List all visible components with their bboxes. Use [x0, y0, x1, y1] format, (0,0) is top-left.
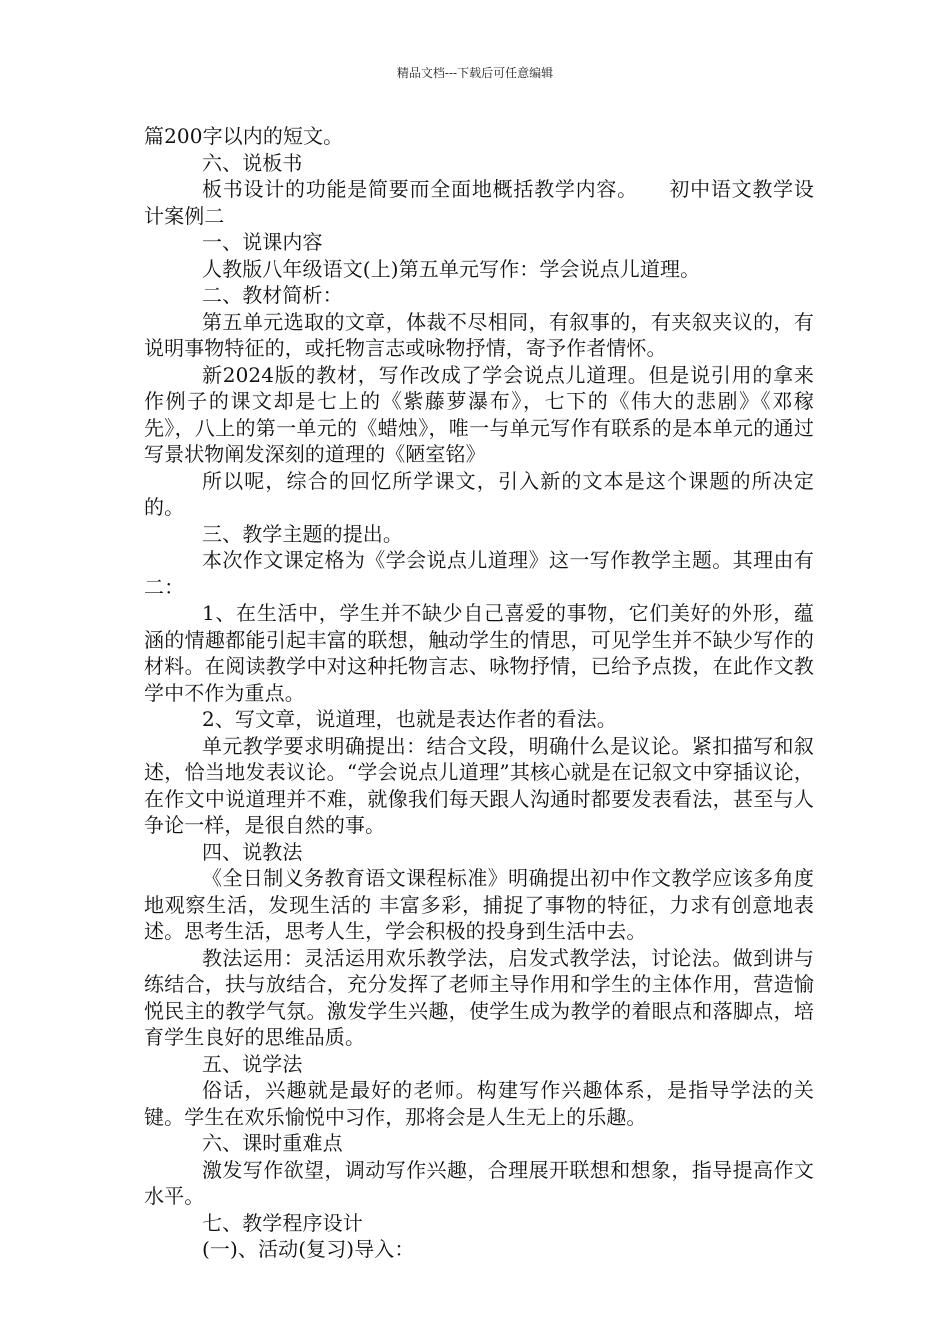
paragraph: 本次作文课定格为《学会说点儿道理》这一写作教学主题。其理由有二： — [144, 548, 814, 599]
paragraph: 俗话，兴趣就是最好的老师。构建写作兴趣体系，是指导学法的关键。学生在欢乐愉悦中习作，那将会是人生无上的乐趣。 — [144, 1078, 814, 1129]
paragraph: 板书设计的功能是简要而全面地概括教学内容。 初中语文教学设计案例二 — [144, 177, 814, 228]
paragraph: 激发写作欲望，调动写作兴趣，合理展开联想和想象，指导提高作文水平。 — [144, 1157, 814, 1208]
paragraph: 第五单元选取的文章，体裁不尽相同，有叙事的，有夹叙夹议的，有说明事物特征的，或托物言志或咏物抒情，寄予作者情怀。 — [144, 309, 814, 360]
paragraph: 教法运用：灵活运用欢乐教学法，启发式教学法，讨论法。做到讲与练结合，扶与放结合，充分发挥了老师主导作用和学生的主体作用，营造愉悦民主的教学气氛。激发学生兴趣，使学生成为教学的着眼点和落脚点，培育学生良好的思维品质。 — [144, 945, 814, 1049]
section-heading: 二、教材简析： — [202, 283, 343, 307]
paragraph: (一)、活动(复习)导入： — [202, 1237, 415, 1261]
section-heading: 六、课时重难点 — [202, 1131, 343, 1155]
paragraph: 单元教学要求明确提出：结合文段，明确什么是议论。紧扣描写和叙述，恰当地发表议论。“学会说点儿道理”其核心就是在记叙文中穿插议论，在作文中说道理并不难，就像我们每天跟人沟通时都要发表看法，甚至与人争论一样，是很自然的事。 — [144, 733, 814, 837]
paragraph: 人教版八年级语文(上)第五单元写作：学会说点儿道理。 — [202, 256, 701, 281]
paragraph: 1、在生活中，学生并不缺少自己喜爱的事物，它们美好的外形，蕴涵的情趣都能引起丰富的联想，触动学生的情思，可见学生并不缺少写作的材料。在阅读教学中对这种托物言志、咏物抒情，已给予点拨，在此作文教学中不作为重点。 — [144, 601, 814, 705]
section-heading: 六、说板书 — [202, 150, 303, 175]
paragraph: 所以呢，综合的回忆所学课文，引入新的文本是这个课题的所决定的。 — [144, 468, 814, 519]
paragraph: 新2024版的教材，写作改成了学会说点儿道理。但是说引用的拿来作例子的课文却是七上的《紫藤萝瀑布》，七下的《伟大的悲剧》《邓稼先》，八上的第一单元的《蜡烛》，唯一与单元写作有联系的是本单元的通过写景状物阐发深刻的道理的《陋室铭》 — [144, 362, 814, 466]
section-heading: 一、说课内容 — [202, 230, 323, 254]
section-heading: 四、说教法 — [202, 839, 303, 864]
section-heading: 三、教学主题的提出。 — [202, 521, 403, 546]
section-heading: 七、教学程序设计 — [202, 1210, 363, 1235]
section-heading: 五、说学法 — [202, 1051, 303, 1076]
page-header: 精品文档---下载后可任意编辑 — [396, 66, 554, 80]
paragraph: 2、写文章，说道理，也就是表达作者的看法。 — [202, 707, 617, 731]
paragraph: 《全日制义务教育语文课程标准》明确提出初中作文教学应该多角度地观察生活，发现生活的 丰富多彩，捕捉了事物的特征，力求有创意地表述。思考生活，思考人生，学会积极的投身到生活中去。 — [144, 866, 814, 943]
paragraph: 篇200字以内的短文。 — [144, 124, 344, 148]
document-body — [144, 123, 814, 1263]
